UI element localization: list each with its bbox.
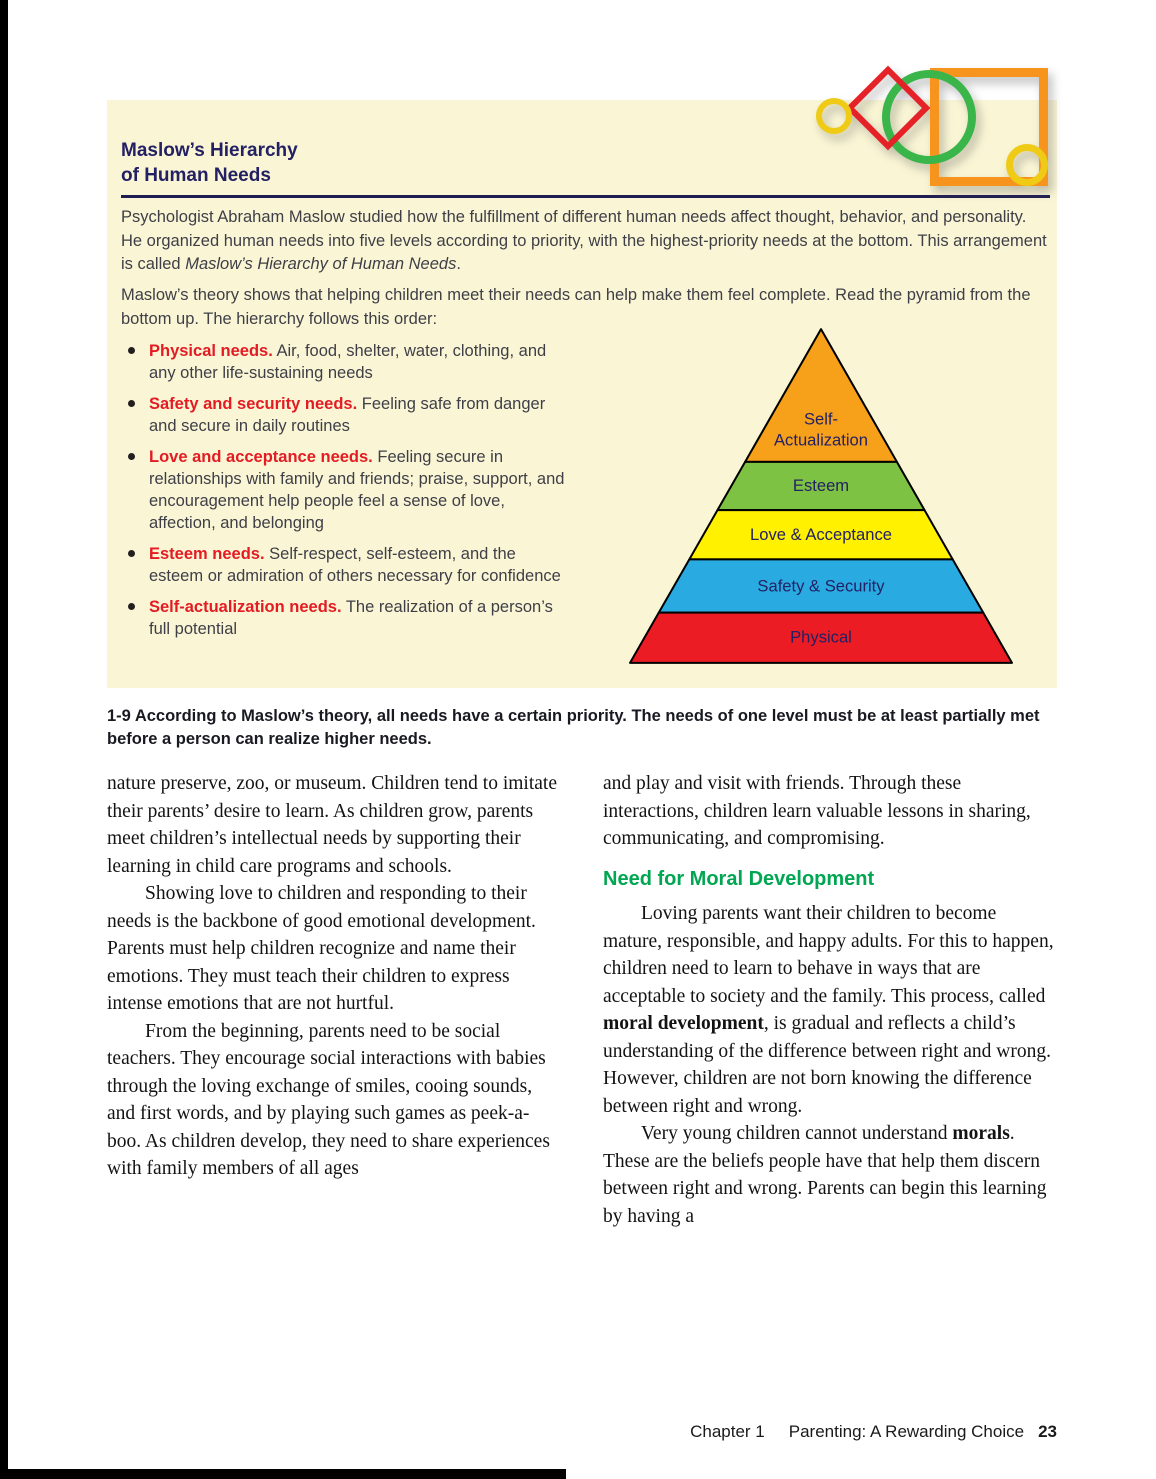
maslow-pyramid-diagram bbox=[625, 323, 1017, 670]
paragraph-text: Very young children cannot understand bbox=[641, 1123, 953, 1144]
paragraph bbox=[603, 1120, 1058, 1230]
intro-paragraph-1-text: Psychologist Abraham Maslow studied how the fulfillment of different human needs affect thought, behavior, and personality. He organized human needs into five levels according to priority, with the highest-priority needs at the bottom. This arrangement is called bbox=[121, 208, 1047, 273]
paragraph: nature preserve, zoo, or museum. Children tend to imitate their parents’ desire to learn. As children grow, parents meet children’s intellectual needs by supporting their learning in child care programs and schools. bbox=[107, 773, 557, 877]
page-edge-left bbox=[0, 0, 8, 1479]
list-item-self-actualization-needs bbox=[121, 596, 565, 640]
bullet-text: Self-respect, self-esteem, and the esteem or admiration of others necessary for confidence bbox=[149, 545, 561, 585]
needs-list bbox=[121, 340, 565, 649]
intro-paragraph-1-end: . bbox=[456, 255, 461, 273]
list-item-physical-needs bbox=[121, 340, 565, 384]
bullet-lead: Love and acceptance needs. bbox=[149, 448, 373, 466]
section-heading-moral-development: Need for Moral Development bbox=[603, 867, 875, 890]
feature-box-title-line2: of Human Needs bbox=[121, 165, 271, 186]
paragraph: and play and visit with friends. Through these interactions, children learn valuable lessons in sharing, communicating, and compromising. bbox=[603, 773, 1031, 849]
pyramid-label-self-line2: Actualization bbox=[774, 430, 868, 450]
pyramid-label-physical: Physical bbox=[790, 627, 852, 647]
paragraph-text: Loving parents want their children to become mature, responsible, and happy adults. For this to happen, children need to learn to behave in ways that are acceptable to society and the family. This process, called bbox=[603, 903, 1054, 1007]
bullet-text: Feeling safe from danger and secure in daily routines bbox=[149, 395, 546, 435]
pyramid-svg bbox=[625, 323, 1017, 670]
book-title-italic: Maslow’s Hierarchy of Human Needs bbox=[185, 255, 457, 273]
intro-paragraph-2: Maslow’s theory shows that helping children meet their needs can help make them feel complete. Read the pyramid from the bottom up. The hierarchy follows this order: bbox=[121, 286, 1031, 328]
bullet-lead: Physical needs. bbox=[149, 342, 273, 360]
feature-box-title bbox=[121, 138, 298, 188]
bullet-lead: Self-actualization needs. bbox=[149, 598, 342, 616]
yellow-circle-icon bbox=[816, 98, 852, 134]
paragraph: From the beginning, parents need to be social teachers. They encourage social interactions with babies through the loving exchange of smiles, cooing sounds, and first words, and by playing such games as peek-a-boo. As children develop, they need to share experiences with family members of all ages bbox=[107, 1020, 550, 1179]
paragraph-text: . These are the beliefs people have that help them discern between right and wrong. Parents can begin this learning by having a bbox=[603, 1123, 1047, 1227]
list-item-esteem-needs bbox=[121, 543, 565, 587]
bullet-lead: Safety and security needs. bbox=[149, 395, 358, 413]
bullet-text: The realization of a person’s full potential bbox=[149, 598, 553, 638]
yellow-circle-icon bbox=[1006, 144, 1048, 186]
bullet-text: Air, food, shelter, water, clothing, and any other life-sustaining needs bbox=[149, 342, 547, 382]
bullet-lead: Esteem needs. bbox=[149, 545, 265, 563]
paragraph bbox=[603, 900, 1058, 1120]
footer-book-title: Parenting: A Rewarding Choice bbox=[788, 1422, 1025, 1441]
body-column-right bbox=[603, 770, 1058, 1230]
body-column-left bbox=[107, 770, 559, 1183]
list-item-safety-needs bbox=[121, 393, 565, 437]
feature-box-title-line1: Maslow’s Hierarchy bbox=[121, 140, 298, 161]
paragraph: Showing love to children and responding to their needs is the backbone of good emotional development. Parents must help children recognize and name their emotions. They must teach their children to express intense emotions that are not hurtful. bbox=[107, 883, 536, 1014]
pyramid-label-esteem: Esteem bbox=[792, 475, 850, 495]
bullet-text: Feeling secure in relationships with family and friends; praise, support, and encouragement help people feel a sense of love, affection, and belonging bbox=[149, 448, 565, 532]
list-item-love-needs bbox=[121, 446, 565, 534]
pyramid-label-love-acceptance: Love & Acceptance bbox=[750, 525, 892, 545]
pyramid-label-safety-security: Safety & Security bbox=[757, 576, 885, 596]
intro-paragraph-1 bbox=[121, 206, 1051, 277]
decorative-shapes bbox=[810, 56, 1060, 201]
page-footer bbox=[0, 1422, 1057, 1442]
page-number: 23 bbox=[1038, 1422, 1057, 1441]
figure-caption: 1-9 According to Maslow’s theory, all needs have a certain priority. The needs of one level must be at least partially met before a person can realize higher needs. bbox=[107, 707, 1040, 748]
pyramid-label-self-line1: Self- bbox=[803, 409, 839, 429]
key-term-morals: morals bbox=[952, 1123, 1010, 1144]
page-edge-bottom bbox=[0, 1469, 566, 1479]
footer-chapter: Chapter 1 bbox=[690, 1422, 765, 1441]
paragraph-text: , is gradual and reflects a child’s understanding of the difference between right and wrong. However, children are not born knowing the difference between right and wrong. bbox=[603, 1013, 1051, 1117]
key-term-moral-development: moral development bbox=[603, 1013, 764, 1034]
